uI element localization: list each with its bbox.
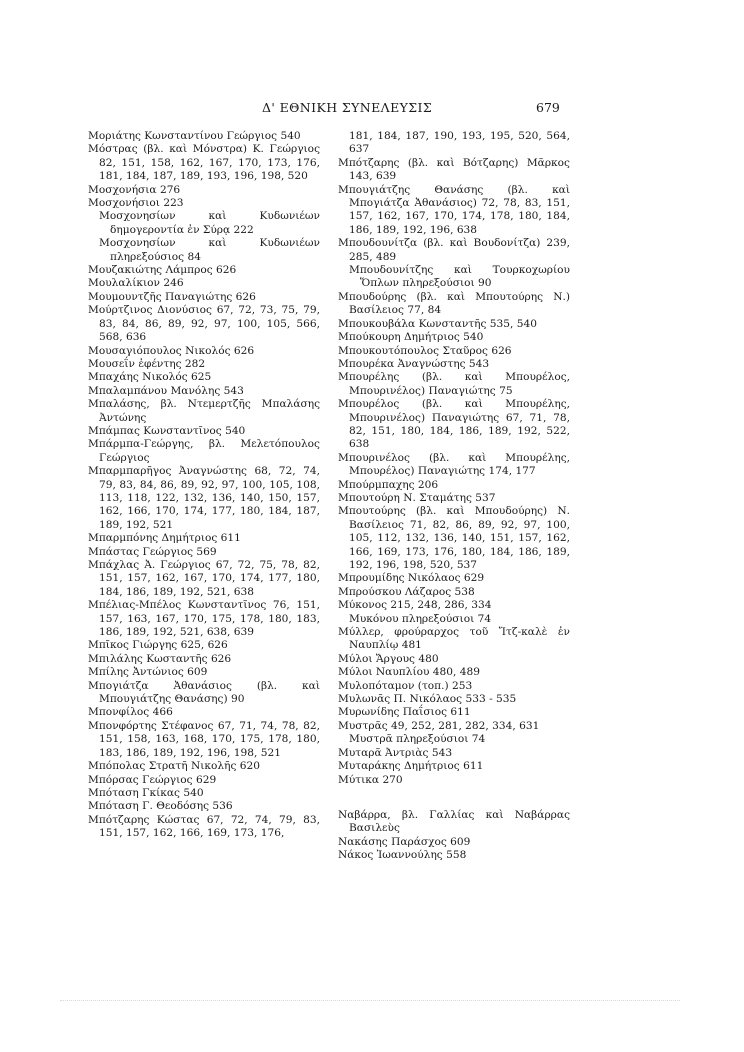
index-entry: Μπάχλας Ἀ. Γεώργιος 67, 72, 75, 78, 82, 151, 157, 162, 167, 170, 174, 177, 180, 184, 186, 189, 192, 521, 638 [88,559,320,598]
index-entry: Μπρουμίδης Νικόλαος 629 [338,572,485,585]
index-entry: Μουμουντζῆς Παναγιώτης 626 [88,290,256,303]
index-entry: Μυρωνίδης Παΐσιος 611 [338,706,471,719]
index-entry: Μπουτούρη Ν. Σταμάτης 537 [338,491,496,504]
index-entry: Μπότζαρης (βλ. καὶ Βότζαρης) Μᾶρκος 143, 639 [338,156,570,183]
index-entry-continuation: 181, 184, 187, 190, 193, 195, 520, 564, 637 [349,130,570,156]
index-entry: Ναβάρρα, βλ. Γαλλίας καὶ Ναβάρρας Βασιλεὺς [338,808,570,835]
index-entry: Μπούκουρη Δημήτριος 540 [338,331,484,344]
index-entry: Μούρτζινος Διονύσιος 67, 72, 73, 75, 79, 83, 84, 86, 89, 92, 97, 100, 105, 566, 568, 636 [88,304,320,344]
index-entry: Μύλοι Ἄργους 480 [338,652,439,665]
index-entry: Μυταρᾶ Ἀντριὰς 543 [338,746,453,759]
index-entry: Μπάστας Γεώργιος 569 [88,545,217,558]
index-entry: Μύκονος 215, 248, 286, 334 [338,599,492,612]
index-entry: Μπονφίλος 466 [88,706,173,719]
index-entry: Νακάσης Παράσχος 609 [338,835,471,848]
index-entry: Μπίλης Ἀντώνιος 609 [88,666,208,679]
index-entry: Μπονφόρτης Στέφανος 67, 71, 74, 78, 82, 151, 158, 163, 168, 170, 175, 178, 180, 183, 186, 189, 192, 196, 198, 521 [88,719,320,759]
index-subentry: Μοσχονησίων καὶ Κυδωνιέων πληρεξούσιος 84 [99,237,320,263]
index-entry: Μπρούσκου Λάζαρος 538 [338,585,475,598]
index-entry: Μπαρμπαρῆγος Ἀναγνώστης 68, 72, 74, 79, 83, 84, 86, 89, 92, 97, 100, 105, 108, 113, 118, 122, 132, 136, 140, 150, 157, 162, 166, 170, 174, 177, 180, 184, 187, 189, 192, 521 [88,465,320,531]
index-entry: Μπάμπας Κωνσταντῖνος 540 [88,424,246,437]
index-entry: Μπιλάλης Κωσταντῆς 626 [88,652,232,665]
index-entry: Νάκος Ἰωαννούλης 558 [338,849,467,862]
index-subentry: Μοσχονησίων καὶ Κυδωνιέων δημογεροντία ἐν Σύρᾳ 222 [99,210,320,236]
index-entry: Μπουτούρης (βλ. καὶ Μπουδούρης) Ν. Βασίλειος 71, 82, 86, 89, 92, 97, 100, 105, 112, 132, 136, 140, 151, 157, 162, 166, 169, 173, 176, 180, 184, 186, 189, 192, 196, 198, 520, 537 [338,505,570,571]
index-entry: Μύλοι Ναυπλίου 480, 489 [338,666,480,679]
index-subentry: Μυστρᾶ πληρεξούσιοι 74 [349,733,486,746]
index-entry: Μπουδουνίτζα (βλ. καὶ Βουδονίτζα) 239, 285, 489 [338,237,570,263]
index-entry: Μυλωνᾶς Π. Νικόλαος 533 - 535 [338,693,517,706]
index-entry: Μοσχονήσιοι 223 [88,197,184,210]
index-entry: Μπουρέλης (βλ. καὶ Μπουρέλος, Μπουρινέλος) Παναγιώτης 75 [338,371,570,397]
page-number: 679 [536,100,560,115]
index-entry: Μπουκουβάλα Κωνσταντῆς 535, 540 [338,317,537,330]
index-entry: Μπουγιάτζης Θανάσης (βλ. καὶ Μπογιάτζα Ἀθανάσιος) 72, 78, 83, 151, 157, 162, 167, 170, 174, 178, 180, 184, 186, 189, 192, 196, 638 [338,183,570,236]
index-entry: Μπαλάσης, βλ. Ντεμερτζῆς Μπαλάσης Ἀντώνης [88,398,320,424]
index-entry: Μοριάτης Κωνσταντίνου Γεώργιος 540 [88,130,301,142]
index-entry: Μπουρινέλος (βλ. καὶ Μπουρέλης, Μπουρέλος) Παναγιώτης 174, 177 [338,451,570,478]
section-gap [338,787,570,809]
index-entry: Μπουρέλος (βλ. καὶ Μπουρέλης, Μπουρινέλος) Παναγιώτης 67, 71, 78, 82, 151, 180, 184, 186, 189, 192, 522, 638 [338,398,570,451]
index-entry: Μπογιάτζα Ἀθανάσιος (βλ. καὶ Μπουγιάτζης Θανάσης) 90 [88,679,320,706]
index-entry: Μουλαλίκιον 246 [88,277,184,290]
index-entry: Μύτικα 270 [338,773,403,786]
index-entry: Μπάρμπα-Γεώργης, βλ. Μελετόπουλος Γεώργιος [88,438,320,464]
index-entry: Μουζακιώτης Λάμπρος 626 [88,264,237,277]
index-entry: Μπούρμπαχης 206 [338,478,439,491]
index-entry: Μύλλερ, φρούραρχος τοῦ Ἴτζ-καλὲ ἐν Ναυπλίῳ 481 [338,626,570,652]
scan-edge-line [60,1000,680,1001]
index-entry: Μπουκουτόπουλος Σταῦρος 626 [338,344,512,357]
index-entry: Μυστρᾶς 49, 252, 281, 282, 334, 631 [338,719,540,732]
index-entry: Μπαχάης Νικολός 625 [88,371,212,384]
index-entry: Μπουρέκα Ἀναγνώστης 543 [338,357,490,370]
index-entry: Μπόρσας Γεώργιος 629 [88,773,217,786]
index-subentry: Μπουδουνίτζης καὶ Τουρκοχωρίου Ὅπλων πληρεξούσιοι 90 [349,264,570,290]
index-entry: Μπέλιας-Μπέλος Κωνσταντῖνος 76, 151, 157, 163, 167, 170, 175, 178, 180, 183, 186, 189, 192, 521, 638, 639 [88,599,320,639]
index-entry: Μπόταση Γ. Θεοδόσης 536 [88,800,233,813]
index-entry: Μυταράκης Δημήτριος 611 [338,760,484,773]
index-entry: Μπότζαρης Κώστας 67, 72, 74, 79, 83, 151, 157, 162, 166, 169, 173, 176, [88,813,320,840]
index-entry: Μπόπολας Στρατῆ Νικολῆς 620 [88,760,261,773]
index-entry: Μοσχονήσια 276 [88,183,181,196]
running-title: Δ' ΕΘΝΙΚΗ ΣΥΝΕΛΕΥΣΙΣ [262,100,433,115]
page-header [0,100,744,122]
index-entry: Μουσεΐν ἐφέντης 282 [88,357,206,370]
index-subentry: Μυκόνου πληρεξούσιοι 74 [349,612,492,625]
index-entry: Μπόταση Γκίκας 540 [88,786,204,799]
index-entry: Μπαλαμπάνου Μανόλης 543 [88,384,244,397]
index-entry: Μουσαγιόπουλος Νικολός 626 [88,344,255,357]
index-column-right [338,130,570,863]
index-entry: Μυλοπόταμον (τοπ.) 253 [338,679,473,692]
index-column-left [88,130,320,841]
index-entry: Μόστρας (βλ. καὶ Μόνστρα) Κ. Γεώργιος 82, 151, 158, 162, 167, 170, 173, 176, 181, 184, 187, 189, 193, 196, 198, 520 [88,143,320,183]
index-entry: Μπῖκος Γιώργης 625, 626 [88,639,228,652]
index-entry: Μπουδούρης (βλ. καὶ Μπουτούρης Ν.) Βασίλειος 77, 84 [338,290,570,317]
index-entry: Μπαρμπόνης Δημήτριος 611 [88,532,241,545]
